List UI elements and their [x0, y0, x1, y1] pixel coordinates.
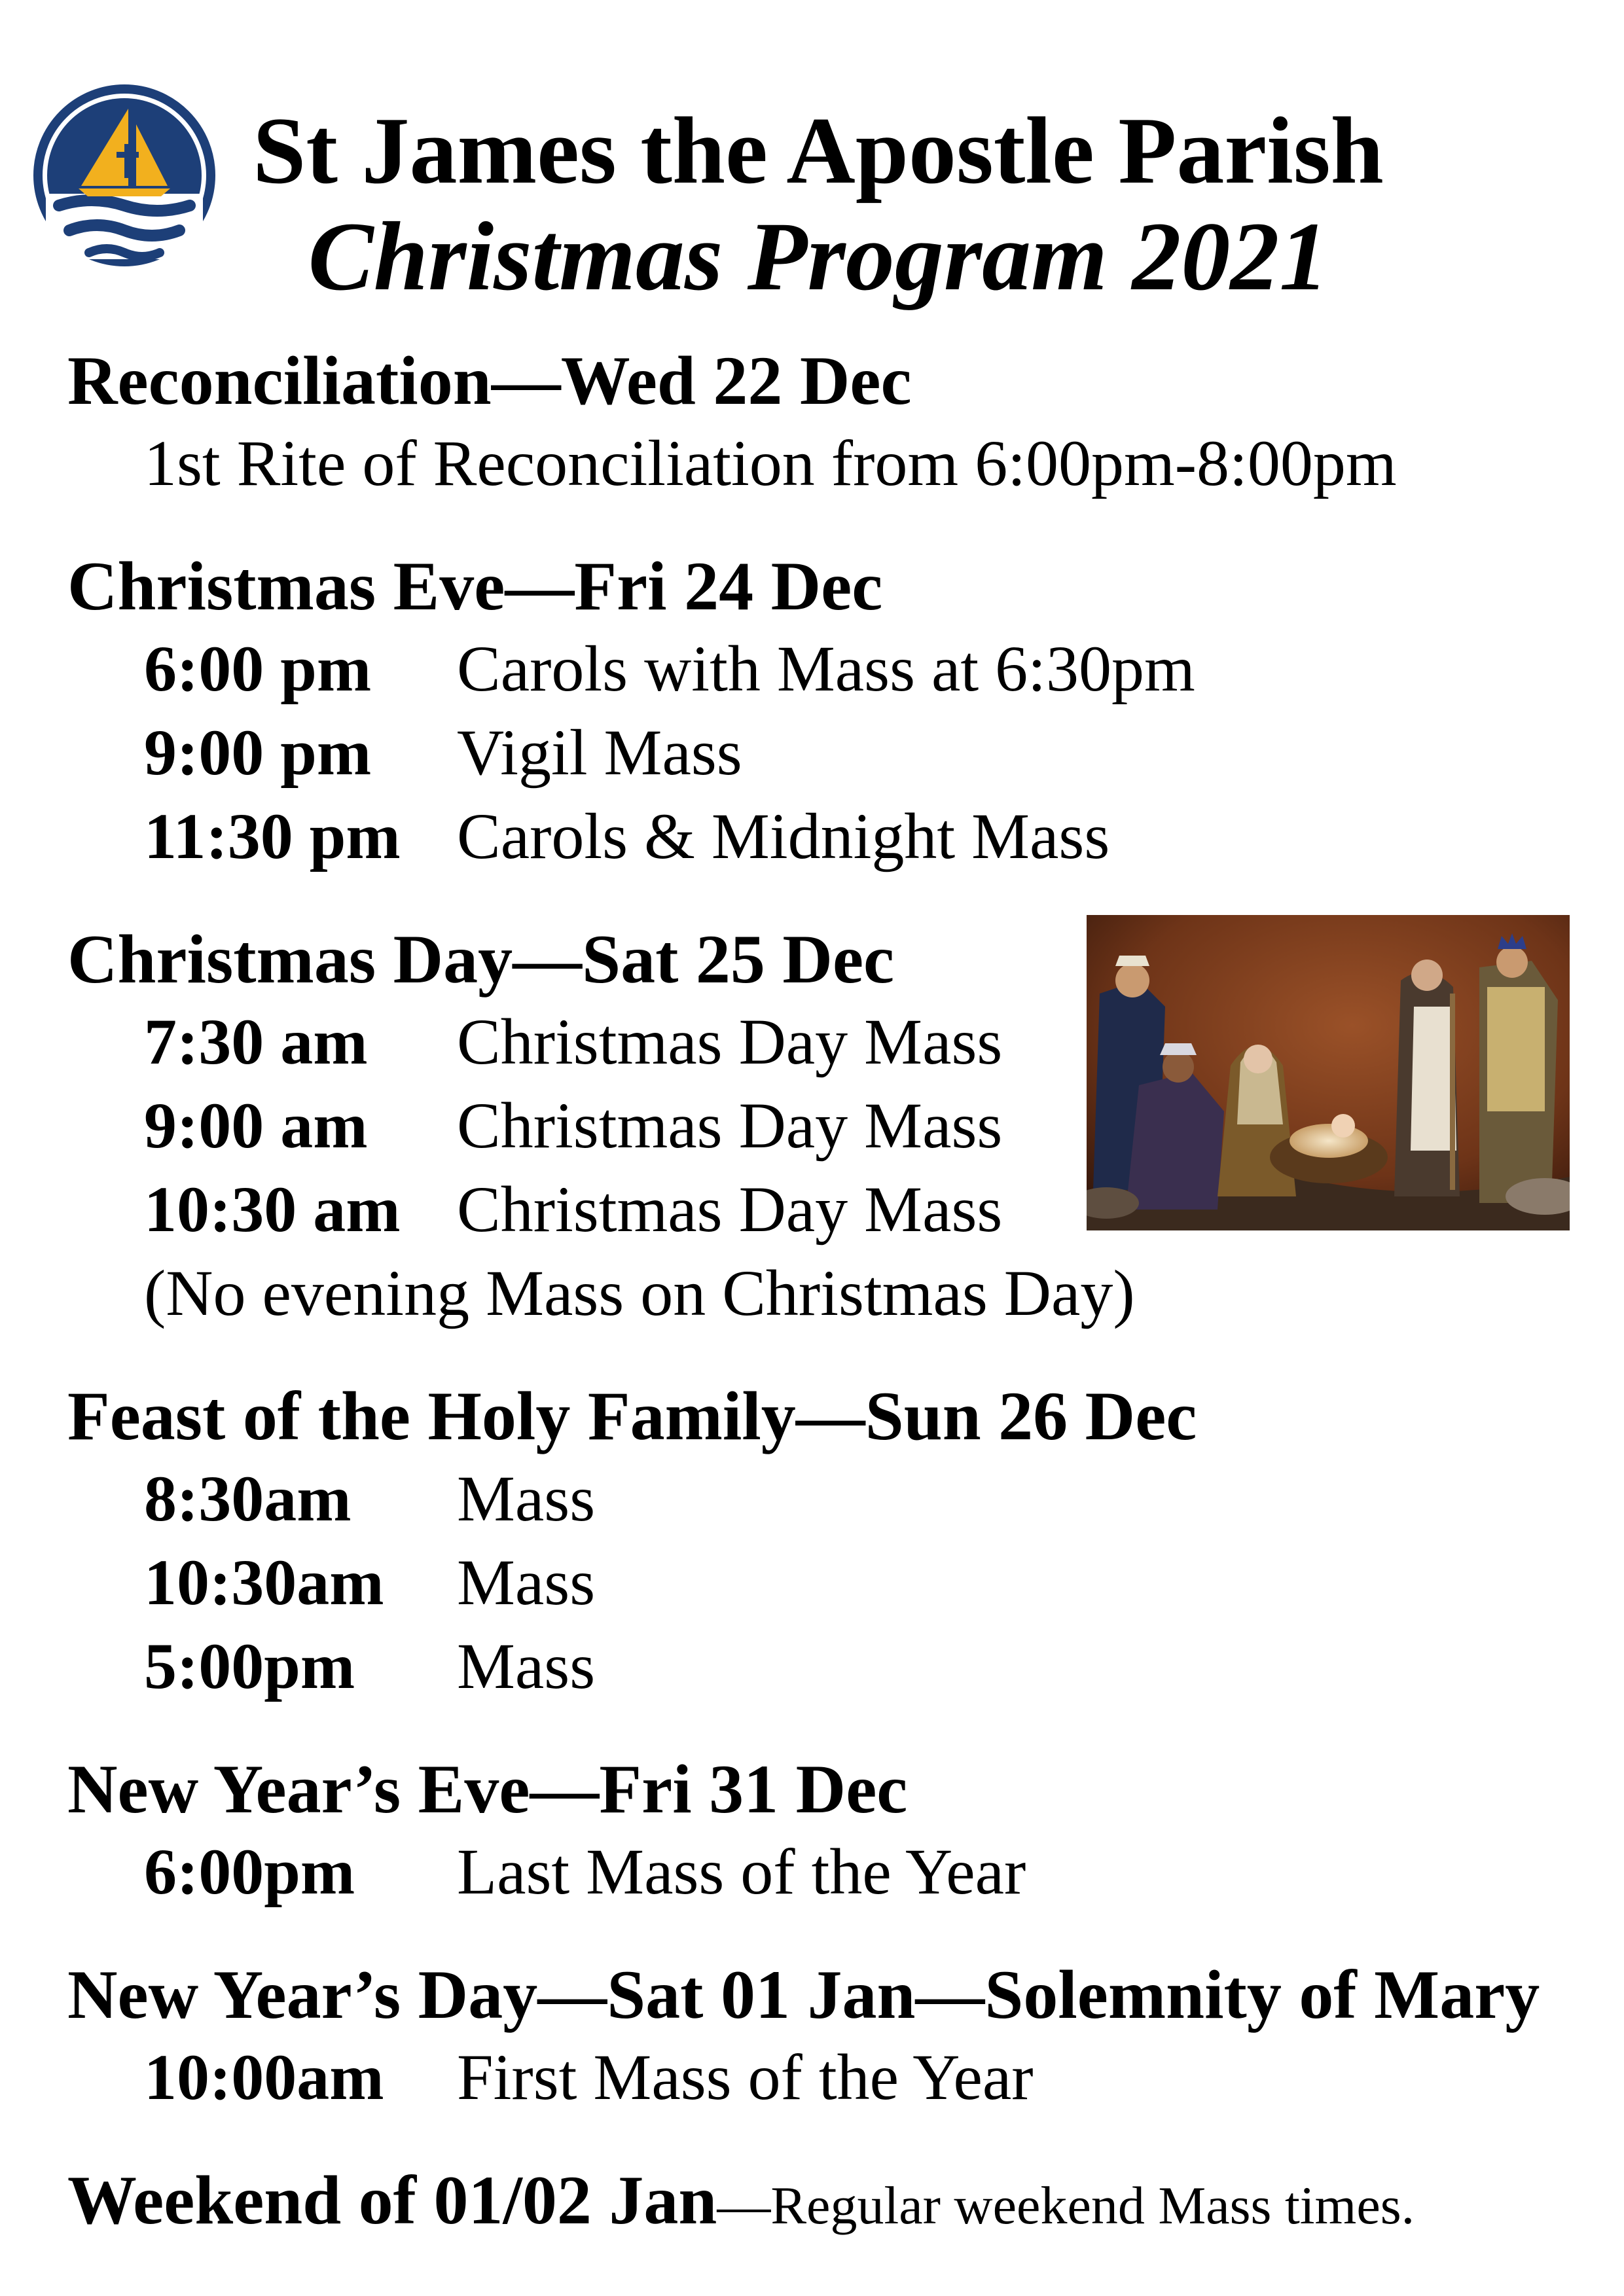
- parish-logo: [33, 84, 216, 267]
- schedule-time: 6:00pm: [144, 1835, 355, 1908]
- schedule-desc: Carols with Mass at 6:30pm: [457, 632, 1195, 705]
- schedule-desc: Carols & Midnight Mass: [457, 800, 1110, 872]
- schedule-desc: Christmas Day Mass: [457, 1089, 1003, 1162]
- schedule-row: [144, 1624, 1612, 1708]
- page-subtitle: Christmas Program 2021: [308, 202, 1329, 311]
- page-title: St James the Apostle Parish: [253, 98, 1384, 204]
- schedule-row: [144, 1541, 1612, 1624]
- schedule-desc: Vigil Mass: [457, 716, 742, 789]
- schedule-time: 10:00am: [144, 2041, 384, 2113]
- schedule-time: 6:00 pm: [144, 632, 372, 705]
- section-heading: [67, 2160, 1612, 2246]
- program-content: [67, 340, 1612, 2287]
- section-heading: Christmas Eve—Fri 24 Dec: [67, 548, 883, 624]
- section-christmas-eve: [67, 546, 1612, 878]
- schedule-desc: Christmas Day Mass: [457, 1173, 1003, 1246]
- schedule-desc: Mass: [457, 1546, 596, 1619]
- schedule-desc: Mass: [457, 1462, 596, 1535]
- section-weekend: [67, 2160, 1612, 2246]
- schedule-time: 8:30am: [144, 1462, 352, 1535]
- schedule-desc: First Mass of the Year: [457, 2041, 1034, 2113]
- schedule-row: [144, 627, 1612, 711]
- schedule-row: [144, 2036, 1612, 2119]
- schedule-time: 10:30am: [144, 1546, 384, 1619]
- schedule-desc: Last Mass of the Year: [457, 1835, 1026, 1908]
- section-heading: New Year’s Eve—Fri 31 Dec: [67, 1751, 908, 1827]
- schedule-time: 9:00 pm: [144, 716, 372, 789]
- schedule-desc: Christmas Day Mass: [457, 1005, 1003, 1078]
- schedule-row: [144, 1168, 1612, 1251]
- schedule-time: 5:00pm: [144, 1630, 355, 1702]
- schedule-row: [144, 1000, 1612, 1084]
- section-heading: New Year’s Day—Sat 01 Jan—Solemnity of Mary: [67, 1956, 1540, 2033]
- schedule-row: [144, 1830, 1612, 1914]
- section-heading: Reconciliation—Wed 22 Dec: [67, 342, 912, 419]
- section-heading: Christmas Day—Sat 25 Dec: [67, 921, 895, 997]
- schedule-row: [144, 1457, 1612, 1541]
- section-heading: Feast of the Holy Family—Sun 26 Dec: [67, 1378, 1197, 1454]
- schedule-desc: Mass: [457, 1630, 596, 1702]
- schedule-row: [144, 795, 1612, 878]
- schedule-row: [144, 1084, 1612, 1168]
- schedule-time: 10:30 am: [144, 1173, 401, 1246]
- section-reconciliation: [67, 340, 1612, 505]
- weekend-text: —Regular weekend Mass times.: [717, 2176, 1415, 2235]
- section-note: (No evening Mass on Christmas Day): [144, 1257, 1135, 1329]
- schedule-time: 7:30 am: [144, 1005, 368, 1078]
- section-christmas-day: [67, 919, 1612, 1335]
- schedule-time: 11:30 pm: [144, 800, 401, 872]
- weekend-heading: Weekend of 01/02 Jan: [67, 2162, 717, 2238]
- section-note: 1st Rite of Reconciliation from 6:00pm-8:00pm: [144, 427, 1397, 499]
- title-block: [196, 98, 1440, 310]
- section-new-years-eve: [67, 1749, 1612, 1914]
- schedule-row: [144, 711, 1612, 795]
- section-new-years-day: [67, 1954, 1612, 2119]
- schedule-time: 9:00 am: [144, 1089, 368, 1162]
- section-holy-family: [67, 1376, 1612, 1708]
